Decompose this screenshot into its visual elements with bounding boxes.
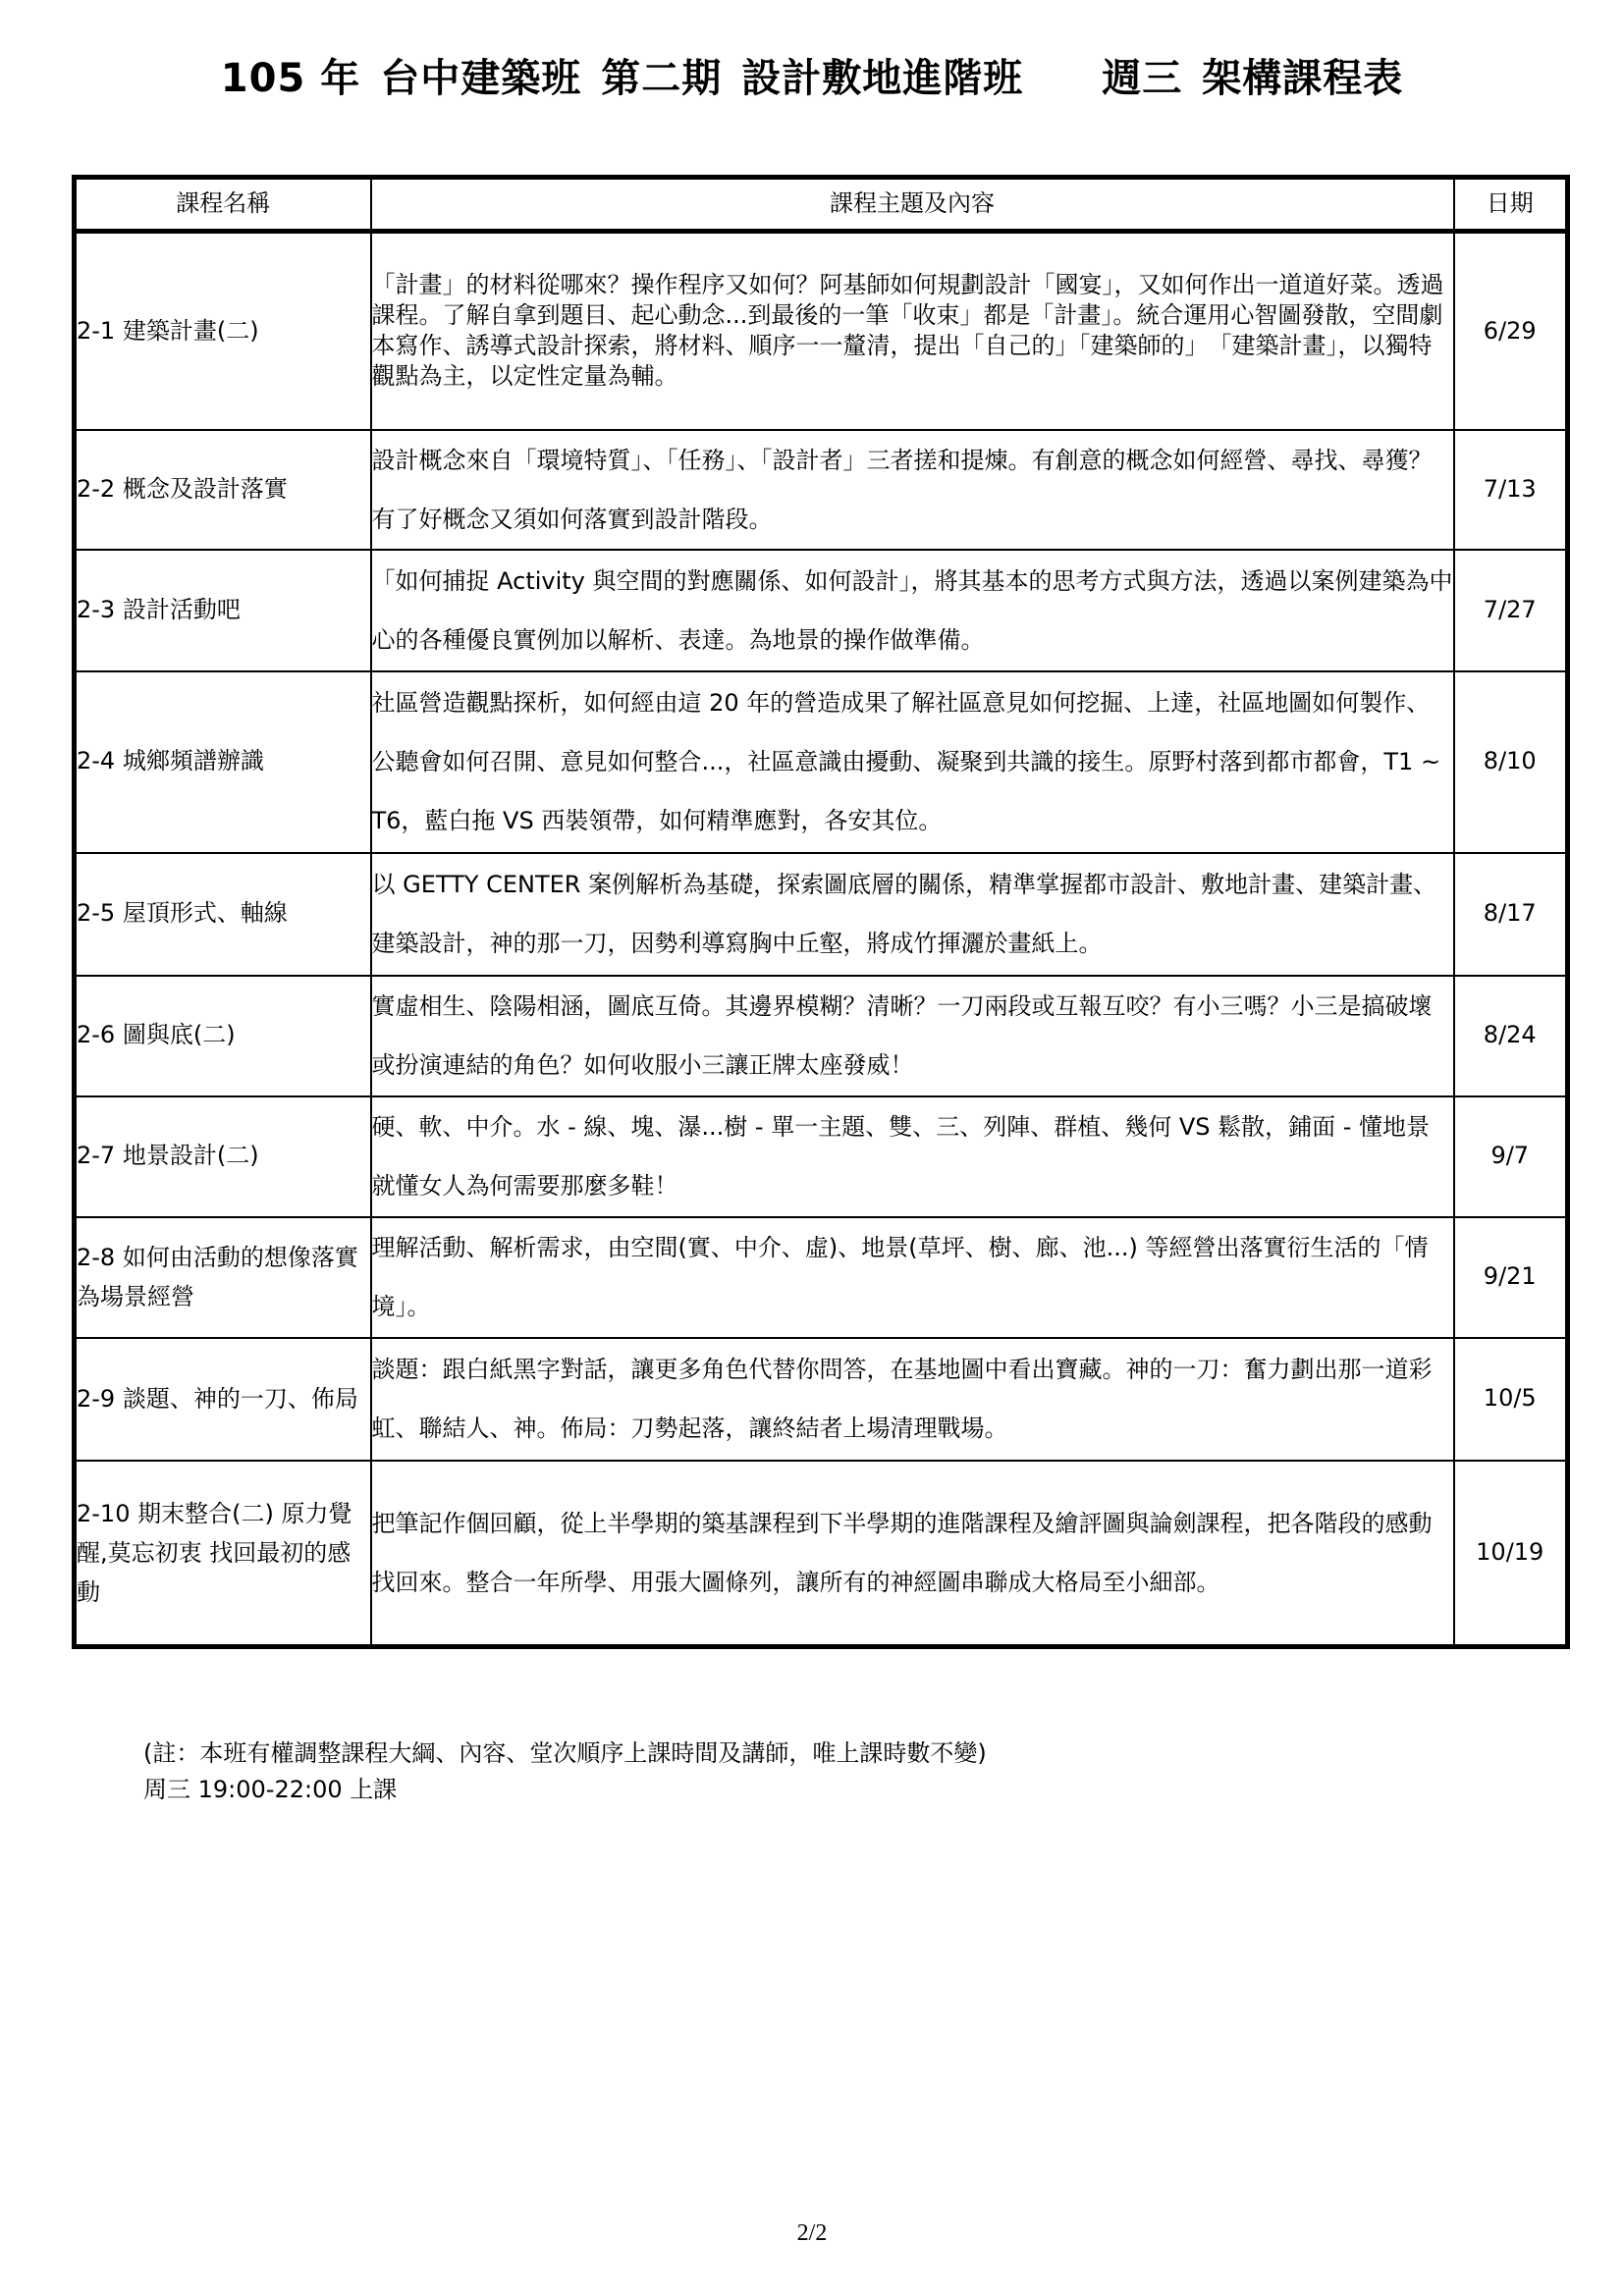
course-content: 實虛相生、陰陽相涵，圖底互倚。其邊界模糊？清晰？一刀兩段或互報互咬？有小三嗎？小三是搞破壞或扮演連結的角色？如何收服小三讓正牌太座發威！ [371,976,1454,1096]
course-name: 2-5 屋頂形式、軸線 [75,853,371,976]
title-course: 設計敷地進階班 [741,56,1024,101]
course-name: 2-8 如何由活動的想像落實為場景經營 [75,1217,371,1338]
course-content: 談題：跟白紙黑字對話，讓更多角色代替你問答，在基地圖中看出寶藏。神的一刀：奮力劃出那一道彩虹、聯結人、神。佈局：刀勢起落，讓終結者上場清理戰場。 [371,1338,1454,1461]
table-row [75,853,1568,976]
table-row [75,671,1568,853]
course-content: 設計概念來自「環境特質」、「任務」、「設計者」三者搓和提煉。有創意的概念如何經營、尋找、尋獲？有了好概念又須如何落實到設計階段。 [371,430,1454,550]
title-weekday: 週三 [1102,56,1183,101]
course-date: 7/27 [1454,550,1568,671]
course-content: 「如何捕捉 Activity 與空間的對應關係、如何設計」，將其基本的思考方式與方法，透過以案例建築為中心的各種優良實例加以解析、表達。為地景的操作做準備。 [371,550,1454,671]
course-name: 2-3 設計活動吧 [75,550,371,671]
header-content: 課程主題及內容 [371,178,1454,232]
course-content: 「計畫」的材料從哪來？操作程序又如何？阿基師如何規劃設計「國宴」，又如何作出一道道好菜。透過課程。了解自拿到題目、起心動念...到最後的一筆「收束」都是「計畫」。統合運用心智圖發散，空間劇本寫作、誘導式設計探索，將材料、順序一一釐清，提出「自己的」「建築師的」 「建築計畫」，以獨特觀點為主，以定性定量為輔。 [371,232,1454,430]
title-term: 第二期 [601,56,723,101]
course-content: 把筆記作個回顧，從上半學期的築基課程到下半學期的進階課程及繪評圖與論劍課程，把各階段的感動找回來。整合一年所學、用張大圖條列，讓所有的神經圖串聯成大格局至小細部。 [371,1461,1454,1647]
course-name: 2-10 期末整合(二) 原力覺醒,莫忘初衷 找回最初的感動 [75,1461,371,1647]
table-header-row [75,178,1568,232]
title-year: 105 年 [220,56,361,101]
course-date: 8/10 [1454,671,1568,853]
course-content: 社區營造觀點探析，如何經由這 20 年的營造成果了解社區意見如何挖掘、上達，社區地圖如何製作、公聽會如何召開、意見如何整合...，社區意識由擾動、凝聚到共識的接生。原野村落到都市都會，T1 ~ T6，藍白拖 VS 西裝領帶，如何精準應對，各安其位。 [371,671,1454,853]
table-row [75,1096,1568,1217]
course-name: 2-1 建築計畫(二) [75,232,371,430]
course-date: 9/21 [1454,1217,1568,1338]
course-content: 硬、軟、中介。水 - 線、塊、瀑...樹 - 單一主題、雙、三、列陣、群植、幾何 VS 鬆散，鋪面 - 懂地景就懂女人為何需要那麼多鞋！ [371,1096,1454,1217]
document-title [0,47,1624,103]
note-disclaimer: (註：本班有權調整課程大綱、內容、堂次順序上課時間及講師，唯上課時數不變) [143,1739,987,1767]
table-row [75,976,1568,1096]
course-date: 9/7 [1454,1096,1568,1217]
table-row [75,1338,1568,1461]
course-name: 2-6 圖與底(二) [75,976,371,1096]
course-content: 理解活動、解析需求，由空間(實、中介、虛)、地景(草坪、樹、廊、池...) 等經營出落實衍生活的「情境」。 [371,1217,1454,1338]
table-row [75,550,1568,671]
course-content: 以 GETTY CENTER 案例解析為基礎，探索圖底層的關係，精準掌握都市設計、敷地計畫、建築計畫、建築設計，神的那一刀，因勢利導寫胸中丘壑，將成竹揮灑於畫紙上。 [371,853,1454,976]
notes [143,1735,987,1808]
header-date: 日期 [1454,178,1568,232]
page-number: 2/2 [796,2220,828,2246]
course-name: 2-7 地景設計(二) [75,1096,371,1217]
course-date: 6/29 [1454,232,1568,430]
table-row [75,1217,1568,1338]
title-class: 台中建築班 [380,56,582,101]
course-name: 2-9 談題、神的一刀、佈局 [75,1338,371,1461]
header-course-name: 課程名稱 [75,178,371,232]
title-schedule: 架構課程表 [1202,56,1404,101]
table-row [75,232,1568,430]
course-date: 7/13 [1454,430,1568,550]
schedule-table [72,175,1570,1649]
course-name: 2-2 概念及設計落實 [75,430,371,550]
course-date: 10/19 [1454,1461,1568,1647]
course-date: 10/5 [1454,1338,1568,1461]
course-date: 8/17 [1454,853,1568,976]
course-name: 2-4 城鄉頻譜辦識 [75,671,371,853]
course-date: 8/24 [1454,976,1568,1096]
note-class-time: 周三 19:00-22:00 上課 [143,1776,398,1803]
table-row [75,1461,1568,1647]
table-row [75,430,1568,550]
